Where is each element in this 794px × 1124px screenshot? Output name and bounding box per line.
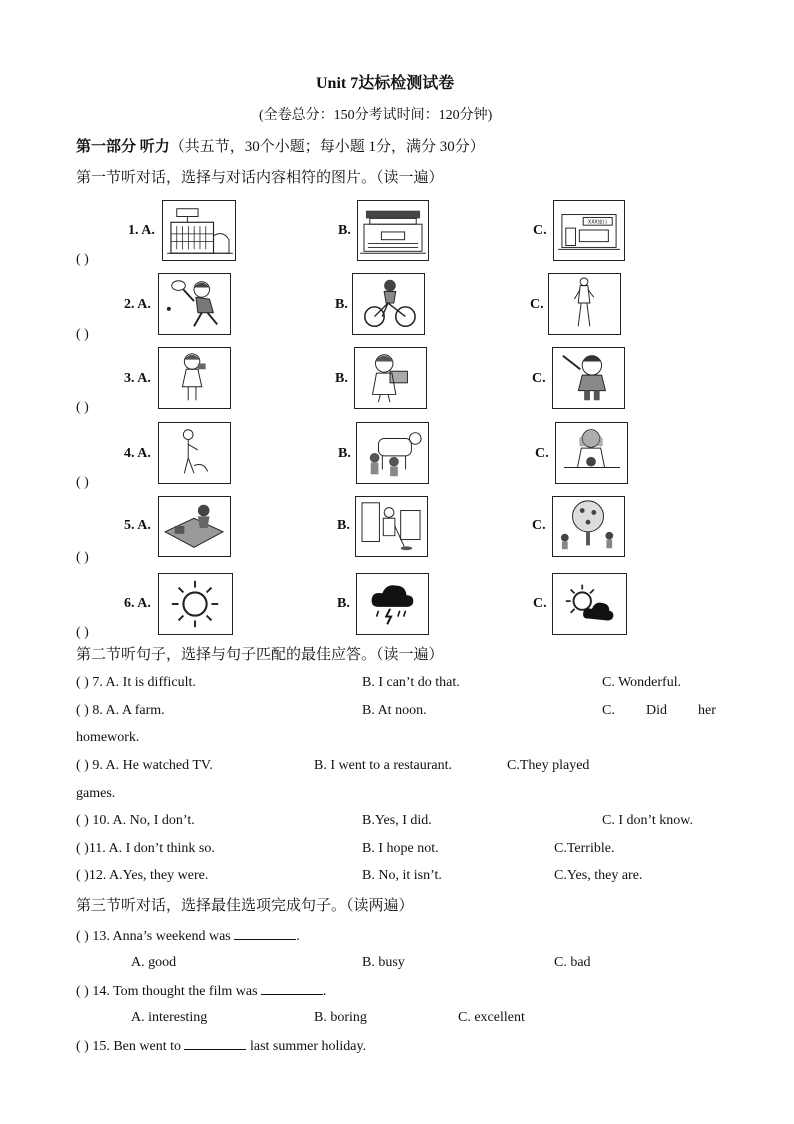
bank-sign-text: XXX银行 [587,220,608,226]
part1-heading-rest: （共五节，30个小题；每小题 1分，满分 30分） [169,139,485,155]
q1-option-c-label: C. [533,223,547,238]
q10-option-b: B.Yes, I did. [362,813,432,828]
q9-option-b: B. I went to a restaurant. [314,758,453,773]
q9-stem: ( ) 9. A. He watched TV. [76,758,213,773]
q3-option-a-label: 3. A. [124,371,151,386]
part1-heading [76,135,485,156]
restaurant-icon [357,200,429,261]
q11-option-c: C.Terrible. [554,841,615,856]
q3-answer-paren[interactable]: ( ) [76,400,89,415]
sunny-icon [158,573,233,635]
q8-option-c-word1: Did [646,703,667,718]
q14-option-a: A. interesting [131,1010,208,1025]
boy-fishing-icon [158,422,231,484]
q5-option-a-label: 5. A. [124,518,151,533]
q12-option-b: B. No, it isn’t. [362,868,442,883]
girl-reading-icon [354,347,427,409]
bank-icon [553,200,625,261]
q13-stem [76,927,300,945]
part1-heading-bold: 第一部分 听力 [76,139,170,155]
q14-stem [76,982,327,1000]
woman-cooking-icon [555,422,628,484]
q14-stem-end: . [323,984,327,999]
q8-option-c-letter: C. [602,703,615,718]
q8-option-c-continued: homework. [76,730,140,745]
cleaning-room-icon [355,496,428,557]
q13-option-c: C. bad [554,955,591,970]
q7-option-b: B. I can’t do that. [362,675,460,690]
q14-option-b: B. boring [314,1010,367,1025]
q7-stem: ( ) 7. A. It is difficult. [76,675,196,690]
q13-option-a: A. good [131,955,177,970]
stormy-icon [356,573,429,635]
q2-answer-paren[interactable]: ( ) [76,327,89,342]
q15-stem-end: last summer holiday. [249,1039,367,1054]
q8-option-c-word2: her [698,703,716,718]
q7-option-c: C. Wonderful. [602,675,682,690]
q15-blank[interactable] [184,1037,246,1050]
girl-camera-icon [158,347,231,409]
girl-playing-icon [158,496,231,557]
dancer-icon [548,273,621,335]
q10-option-c: C. I don’t know. [602,813,693,828]
q13-stem-text: ( ) 13. Anna’s weekend was [76,929,231,944]
section1-instruction: 第一节听对话，选择与对话内容相符的图片。（读一遍） [76,170,444,186]
q1-answer-paren[interactable]: ( ) [76,252,89,267]
q14-blank[interactable] [261,982,323,995]
page-subtitle: (全卷总分：150分考试时间：120分钟) [259,108,493,123]
q4-option-a-label: 4. A. [124,446,151,461]
section2-instruction: 第二节听句子，选择与句子匹配的最佳应答。（读一遍） [76,647,444,663]
q3-option-b-label: B. [335,371,348,386]
q12-stem: ( )12. A.Yes, they were. [76,868,209,883]
q1-option-a-label: 1. A. [128,223,155,238]
q11-stem: ( )11. A. I don’t think so. [76,841,215,856]
q14-stem-text: ( ) 14. Tom thought the film was [76,984,258,999]
q4-answer-paren[interactable]: ( ) [76,475,89,490]
q9-option-c: C.They played [507,758,590,773]
picking-apples-icon [552,496,625,557]
tennis-player-icon [158,273,231,335]
q8-stem: ( ) 8. A. A farm. [76,703,165,718]
q2-option-a-label: 2. A. [124,297,151,312]
q9-option-c-continued: games. [76,786,116,801]
q8-option-b: B. At noon. [362,703,427,718]
q6-option-b-label: B. [337,596,350,611]
q10-stem: ( ) 10. A. No, I don’t. [76,813,195,828]
q4-option-b-label: B. [338,446,351,461]
section3-instruction: 第三节听对话，选择最佳选项完成句子。（读两遍） [76,898,414,914]
cyclist-icon [352,273,425,335]
q13-blank[interactable] [234,927,296,940]
girl-painting-icon [552,347,625,409]
q2-option-b-label: B. [335,297,348,312]
q5-answer-paren[interactable]: ( ) [76,550,89,565]
q1-option-b-label: B. [338,223,351,238]
q13-stem-end: . [296,929,300,944]
page-title: Unit 7达标检测试卷 [316,75,455,92]
q14-option-c: C. excellent [458,1010,525,1025]
q15-stem [76,1037,366,1055]
q6-option-c-label: C. [533,596,547,611]
q15-stem-text: ( ) 15. Ben went to [76,1039,181,1054]
museum-icon [162,200,236,261]
q5-option-c-label: C. [532,518,546,533]
kids-cow-icon [356,422,429,484]
q5-option-b-label: B. [337,518,350,533]
q3-option-c-label: C. [532,371,546,386]
q6-answer-paren[interactable]: ( ) [76,625,89,640]
q11-option-b: B. I hope not. [362,841,439,856]
q4-option-c-label: C. [535,446,549,461]
q6-option-a-label: 6. A. [124,596,151,611]
q12-option-c: C.Yes, they are. [554,868,643,883]
q13-option-b: B. busy [362,955,405,970]
partly-cloudy-icon [552,573,627,635]
q2-option-c-label: C. [530,297,544,312]
